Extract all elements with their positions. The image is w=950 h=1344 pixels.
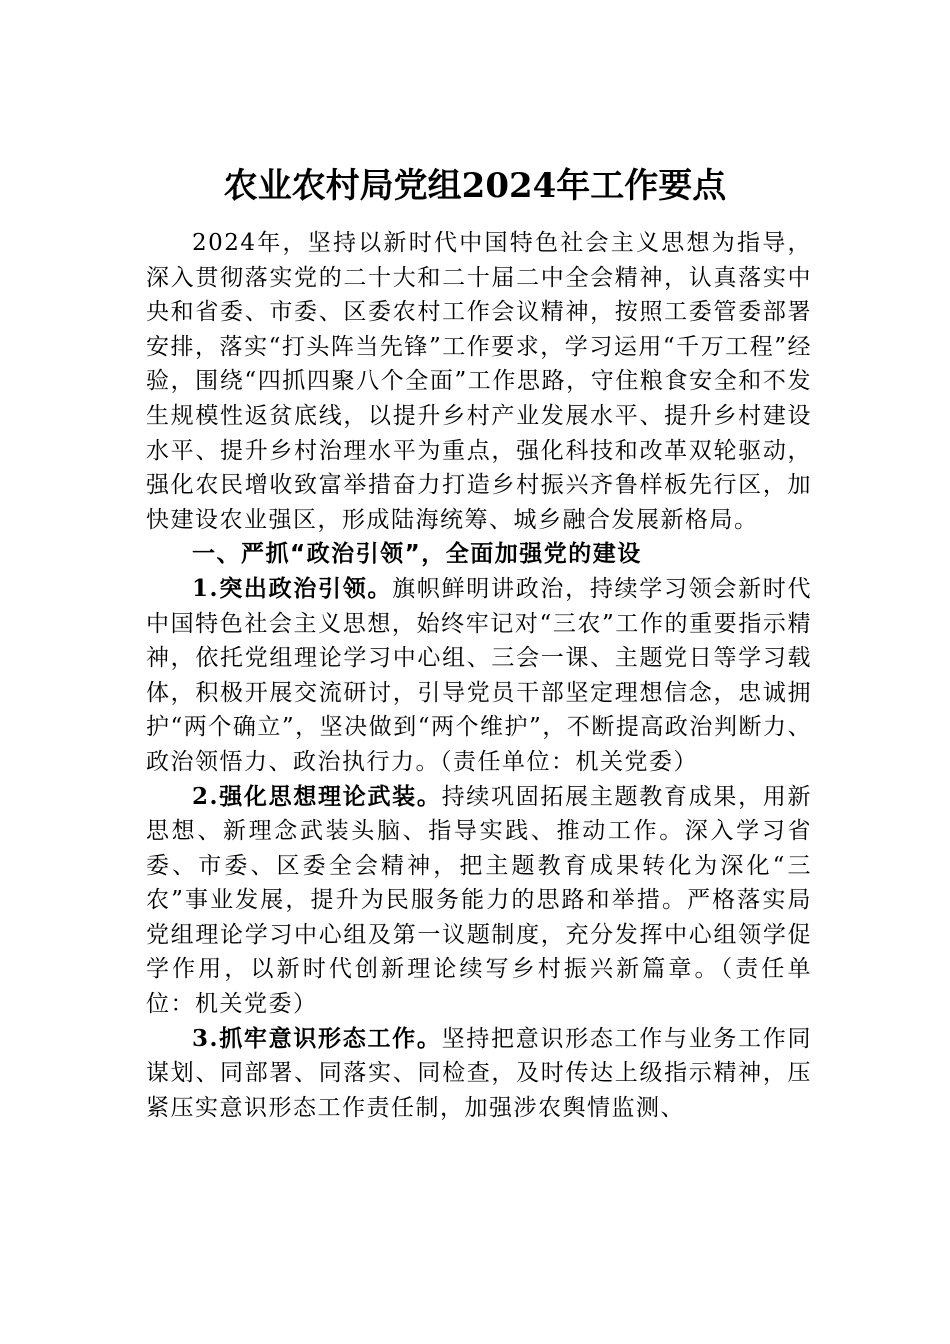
item-text: 旗帜鲜明讲政治，持续学习领会新时代中国特色社会主义思想，始终牢记对“三农”工作的重要指示精神，依托党组理论学习中心组、三会一课、主题党日等学习载体，积极开展交流研讨，引导党员干部坚定理想信念，忠诚拥护“两个确立”，坚决做到“两个维护”，不断提高政治判断力、政治领悟力、政治执行力。（责任单位：机关党委） bbox=[146, 575, 813, 775]
item-lead: 2.强化思想理论武装。 bbox=[192, 782, 442, 810]
item-paragraph bbox=[146, 1022, 812, 1126]
item-text: 坚持把意识形态工作与业务工作同谋划、同部署、同落实、同检查，及时传达上级指示精神，压紧压实意识形态工作责任制，加强涉农舆情监测、 bbox=[146, 1025, 813, 1121]
item-paragraph bbox=[146, 780, 812, 1022]
item-lead: 3.抓牢意识形态工作。 bbox=[192, 1024, 442, 1052]
document-title: 农业农村局党组2024年工作要点 bbox=[223, 166, 727, 206]
section-heading: 一、严抓“政治引领”，全面加强党的建设 bbox=[192, 541, 642, 568]
item-lead: 1.突出政治引领。 bbox=[192, 574, 393, 602]
intro-paragraph: 2024年，坚持以新时代中国特色社会主义思想为指导，深入贯彻落实党的二十大和二十届二中全会精神，认真落实中央和省委、市委、区委农村工作会议精神，按照工委管委部署安排，落实“打头阵当先锋”工作要求，学习运用“千万工程”经验，围绕“四抓四聚八个全面”工作思路，守住粮食安全和不发生规模性返贫底线，以提升乡村产业发展水平、提升乡村建设水平、提升乡村治理水平为重点，强化科技和改革双轮驱动，强化农民增收致富举措奋力打造乡村振兴齐鲁样板先行区，加快建设农业强区，形成陆海统筹、城乡融合发展新格局。 bbox=[146, 230, 812, 533]
document-body bbox=[146, 226, 812, 1125]
item-text: 持续巩固拓展主题教育成果，用新思想、新理念武装头脑、指导实践、推动工作。深入学习省委、市委、区委全会精神，把主题教育成果转化为深化“三农”事业发展，提升为民服务能力的思路和举措。严格落实局党组理论学习中心组及第一议题制度，充分发挥中心组领学促学作用，以新时代创新理论续写乡村振兴新篇章。（责任单位：机关党委） bbox=[146, 783, 813, 1018]
item-paragraph bbox=[146, 572, 812, 780]
